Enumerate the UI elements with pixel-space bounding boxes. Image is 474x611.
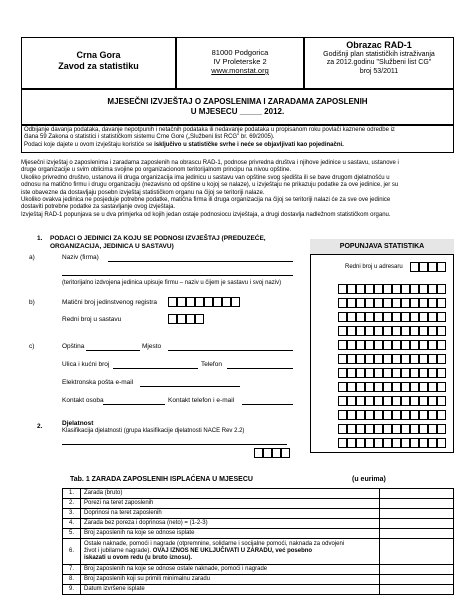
stat-code-cell[interactable] xyxy=(410,354,419,364)
stat-code-cell[interactable] xyxy=(374,382,383,392)
stat-code-cell[interactable] xyxy=(347,340,356,350)
kontakt-label: Kontakt osoba xyxy=(62,397,104,404)
stat-code-cell[interactable] xyxy=(437,298,446,308)
mbr-cell[interactable] xyxy=(195,297,204,307)
mjesto-label: Mjesto xyxy=(142,343,162,350)
djelatnost-cell[interactable] xyxy=(254,448,263,458)
stat-code-cell[interactable] xyxy=(383,368,392,378)
form-line3: broj 53/2011 xyxy=(359,67,399,75)
stat-code-cell[interactable] xyxy=(401,438,410,448)
mbr-cell[interactable] xyxy=(222,297,231,307)
stat-code-cell[interactable] xyxy=(437,312,446,322)
email-input-line[interactable] xyxy=(140,386,240,387)
stat-code-cell[interactable] xyxy=(347,368,356,378)
stat-code-cell[interactable] xyxy=(428,438,437,448)
stat-code-cell[interactable] xyxy=(383,410,392,420)
report-title xyxy=(21,97,454,116)
section1-c-label: c) xyxy=(29,343,35,350)
stat-code-cell[interactable] xyxy=(437,326,446,336)
mbr-sastav-cell[interactable] xyxy=(186,314,195,324)
stat-code-cell[interactable] xyxy=(356,340,365,350)
row-label: Broj zaposlenih koji su primili minimalnu zaradu xyxy=(81,575,380,585)
stat-code-cell[interactable] xyxy=(392,382,401,392)
stat-code-cell[interactable] xyxy=(437,438,446,448)
stat-code-cell[interactable] xyxy=(392,326,401,336)
naziv-input-line[interactable] xyxy=(108,261,293,262)
form-line2: za 2012.godinu "Službeni list CG" xyxy=(326,59,432,66)
stat-code-cell[interactable] xyxy=(419,438,428,448)
stat-code-cell[interactable] xyxy=(374,312,383,322)
stat-code-cell[interactable] xyxy=(428,410,437,420)
stat-code-cell[interactable] xyxy=(338,368,347,378)
table-row xyxy=(63,529,454,539)
mbr-label: Matični broj jedinstvenog registra xyxy=(62,299,158,306)
row6-line2-text: život i jubilarne nagrade). xyxy=(84,548,153,554)
stat-code-cell[interactable] xyxy=(338,312,347,322)
title-line2: U MJESECU _____ 2012. xyxy=(190,106,285,116)
stat-code-cell[interactable] xyxy=(437,354,446,364)
stat-code-cell[interactable] xyxy=(419,284,428,294)
table-row xyxy=(63,489,454,499)
stat-code-cell[interactable] xyxy=(365,410,374,420)
stat-code-cell[interactable] xyxy=(428,312,437,322)
instr-line1: Mjesečni izvještaj o zaposlenima i zaradama zaposlenih na obrascu RAD-1, podnose privredna društva i njihove jedinice u sastavu, ustanove i xyxy=(21,160,399,166)
table-row xyxy=(63,539,454,565)
ulica-input-line[interactable] xyxy=(113,368,198,369)
stat-code-cell[interactable] xyxy=(347,424,356,434)
mbr-cell[interactable] xyxy=(213,297,222,307)
mbr-sastav-cell[interactable] xyxy=(177,314,186,324)
stat-code-cell[interactable] xyxy=(338,340,347,350)
stat-code-cell[interactable] xyxy=(383,298,392,308)
section1-a-label: a) xyxy=(29,254,35,261)
org-line2: Zavod za statistiku xyxy=(58,60,139,71)
stat-code-cell[interactable] xyxy=(356,438,365,448)
stat-code-cell[interactable] xyxy=(365,354,374,364)
stat-code-cell[interactable] xyxy=(428,340,437,350)
stat-code-cell[interactable] xyxy=(338,326,347,336)
stat-code-cell[interactable] xyxy=(392,410,401,420)
stat-code-cell[interactable] xyxy=(374,438,383,448)
row-number: 2. xyxy=(63,499,81,509)
stat-code-cell[interactable] xyxy=(356,410,365,420)
stat-code-cell[interactable] xyxy=(437,410,446,420)
naziv-note: (teritorijalno izdvojena jedinica upisuje firmu – naziv u čijem je sastavu i svoj naziv) xyxy=(62,280,282,286)
stat-code-cell[interactable] xyxy=(401,368,410,378)
stat-code-cell[interactable] xyxy=(410,382,419,392)
stat-code-cell[interactable] xyxy=(419,410,428,420)
form-line1: Godišnji plan statističkih istraživanja xyxy=(323,50,435,58)
stat-code-cell[interactable] xyxy=(356,326,365,336)
stat-code-cell[interactable] xyxy=(410,368,419,378)
instr-line2: druge organizacije u svim oblicima svojine po organizacionom teritorijalnom principu na nivou opštine. xyxy=(21,167,292,174)
section1-title xyxy=(50,235,310,251)
stat-code-cell[interactable] xyxy=(437,382,446,392)
stat-code-cell[interactable] xyxy=(410,298,419,308)
stat-code-cell[interactable] xyxy=(419,340,428,350)
wages-table xyxy=(62,488,454,595)
telefon-input-line[interactable] xyxy=(227,368,293,369)
legal-line3-bold: isključivo u statističke svrhe i neće se objavljivati kao pojedinačni. xyxy=(154,141,344,148)
org-name xyxy=(21,50,176,71)
stat-code-cell[interactable] xyxy=(383,284,392,294)
stat-code-cell[interactable] xyxy=(383,424,392,434)
stat-redni-cell[interactable] xyxy=(419,262,428,272)
row-value-cell[interactable] xyxy=(380,529,454,539)
row-value-cell[interactable] xyxy=(380,565,454,575)
stat-code-cell[interactable] xyxy=(401,312,410,322)
form-title: Obrazac RAD-1 xyxy=(346,40,412,50)
row-value-cell[interactable] xyxy=(380,489,454,499)
stat-code-cell[interactable] xyxy=(437,340,446,350)
stat-code-cell[interactable] xyxy=(428,424,437,434)
stat-code-cell[interactable] xyxy=(383,354,392,364)
stat-code-cell[interactable] xyxy=(347,410,356,420)
legal-notice xyxy=(24,127,452,149)
address-line2: IV Proleterske 2 xyxy=(213,57,267,66)
stat-code-cell[interactable] xyxy=(419,396,428,406)
stat-code-cell[interactable] xyxy=(419,368,428,378)
org-line1: Crna Gora xyxy=(76,50,121,60)
stat-code-cell[interactable] xyxy=(338,424,347,434)
mbr-sastav-cell[interactable] xyxy=(195,314,204,324)
row-value-cell[interactable] xyxy=(380,519,454,529)
stat-code-cell[interactable] xyxy=(401,424,410,434)
naziv-label: Naziv (firma) xyxy=(62,254,99,261)
row-label: Zarada (bruto) xyxy=(81,489,380,499)
stat-code-cell[interactable] xyxy=(374,368,383,378)
address-web-link[interactable]: www.monstat.org xyxy=(211,66,269,75)
legal-line1: Odbijanje davanja podataka, davanje nepotpunih i netačnih podataka ili nedavanje podataka u propisanom roku povlači kaznene odredbe iz xyxy=(24,127,395,133)
stat-code-cell[interactable] xyxy=(374,298,383,308)
opstina-input-line[interactable] xyxy=(86,350,140,351)
instr-line3: Ukoliko privredno društvo, ustanova ili druga organizacija ima jedinicu u sastavu van opštine svog sjedišta ili se bave drugom djelatnošću u xyxy=(21,174,390,181)
row-number: 4. xyxy=(63,519,81,529)
stat-code-cell[interactable] xyxy=(374,410,383,420)
stat-code-cell[interactable] xyxy=(338,354,347,364)
row-label: Doprinosi na teret zaposlenih xyxy=(81,509,380,519)
opstina-label: Opština xyxy=(62,343,85,350)
row-value-cell[interactable] xyxy=(380,585,454,595)
row-value-cell[interactable] xyxy=(380,575,454,585)
stat-code-cell[interactable] xyxy=(437,368,446,378)
stat-code-cell[interactable] xyxy=(374,284,383,294)
row-value-cell[interactable] xyxy=(380,499,454,509)
row-number: 1. xyxy=(63,489,81,499)
section2-note: Klasifikacija djelatnosti (grupa klasifikacije djelatnosti NACE Rev 2.2) xyxy=(62,428,245,434)
row-number: 5. xyxy=(63,529,81,539)
table1-unit: (u eurima) xyxy=(352,476,386,483)
row-label: Porezi na teret zaposlenih xyxy=(81,499,380,509)
row6-line2-bold: OVAJ IZNOS NE UKLJUČIVATI U ZARADU, već posebno xyxy=(152,548,313,554)
stat-code-cell[interactable] xyxy=(356,298,365,308)
row-label: Zarada bez poreza i doprinosa (neto) = (1-2-3) xyxy=(81,519,380,529)
stat-code-cell[interactable] xyxy=(392,424,401,434)
stat-code-cell[interactable] xyxy=(365,340,374,350)
stat-redni-cell[interactable] xyxy=(410,262,419,272)
mbr-sastav-cell[interactable] xyxy=(168,314,177,324)
stat-code-cell[interactable] xyxy=(383,382,392,392)
stat-box-title: POPUNJAVA STATISTIKA xyxy=(310,239,454,255)
instr-line4: odnosu na matično firmu i drugu organizaciju (nezavisno od opštine u kojoj se nalaze), u izvještaju ne prikazuju podatke za ove jedinice, jer su xyxy=(21,182,399,189)
stat-code-cell[interactable] xyxy=(356,396,365,406)
stat-code-cell[interactable] xyxy=(383,326,392,336)
kontakt-input-line[interactable] xyxy=(103,404,165,405)
email-label: Elektronska pošta e-mail xyxy=(62,379,134,386)
stat-code-cell[interactable] xyxy=(401,340,410,350)
table-row xyxy=(63,565,454,575)
stat-code-cell[interactable] xyxy=(356,368,365,378)
section1-b-label: b) xyxy=(29,299,35,306)
ulica-label: Ulica i kućni broj xyxy=(62,361,110,368)
stat-code-cell[interactable] xyxy=(356,354,365,364)
section1-title-l2: ORGANIZACIJA, JEDINICA U SASTAVU) xyxy=(50,243,174,250)
table-row xyxy=(63,499,454,509)
row-number: 9. xyxy=(63,585,81,595)
stat-code-cell[interactable] xyxy=(392,438,401,448)
legal-line2: člana 59 Zakona o statistici i statističkom sistemu Crne Gore („Službeni list RCG" br. 69/2005). xyxy=(24,134,275,141)
mjesto-input-line[interactable] xyxy=(168,350,293,351)
kontakt-tel-input-line[interactable] xyxy=(242,404,293,405)
row-label: Datum izvršene isplate xyxy=(81,585,380,595)
table1-title: Tab. 1 ZARADA ZAPOSLENIH ISPLAĆENA U MJESECU xyxy=(70,476,253,483)
stat-code-cell[interactable] xyxy=(401,298,410,308)
row-label: Broj zaposlenih na koje se odnose isplate xyxy=(81,529,380,539)
stat-code-cell[interactable] xyxy=(347,326,356,336)
stat-code-cell[interactable] xyxy=(410,340,419,350)
row6-line1: Ostale naknade, pomoći i nagrade (otpremnine, solidarne i socijalne pomoći, naknada za odvojeni xyxy=(84,541,345,547)
section2-number: 2. xyxy=(37,423,43,430)
row-number: 3. xyxy=(63,509,81,519)
stat-code-cell[interactable] xyxy=(383,438,392,448)
kontakt-tel-label: Kontakt telefon i e-mail xyxy=(168,397,235,404)
stat-code-cell[interactable] xyxy=(428,354,437,364)
djelatnost-cell[interactable] xyxy=(272,448,281,458)
stat-code-cell[interactable] xyxy=(428,368,437,378)
stat-code-cell[interactable] xyxy=(410,410,419,420)
title-line1: MJESEČNI IZVJEŠTAJ O ZAPOSLENIMA I ZARADAMA ZAPOSLENIH xyxy=(107,97,368,106)
instructions xyxy=(21,160,454,219)
stat-code-cell[interactable] xyxy=(347,438,356,448)
table-row xyxy=(63,585,454,595)
stat-code-cell[interactable] xyxy=(428,396,437,406)
table-row xyxy=(63,519,454,529)
stat-code-cell[interactable] xyxy=(392,368,401,378)
row-label xyxy=(81,539,380,565)
stat-code-cell[interactable] xyxy=(428,326,437,336)
row6-line2 xyxy=(84,548,376,555)
stat-code-cell[interactable] xyxy=(419,312,428,322)
stat-redni-cell[interactable] xyxy=(428,262,437,272)
legal-line3 xyxy=(24,142,452,149)
djelatnost-cell[interactable] xyxy=(263,448,272,458)
stat-code-cell[interactable] xyxy=(410,424,419,434)
instr-line7: dostaviti potrebne podatke za sastavljanje ovog izvještaja. xyxy=(21,204,176,211)
stat-code-cell[interactable] xyxy=(365,424,374,434)
row-number: 8. xyxy=(63,575,81,585)
naziv-input-line-2[interactable] xyxy=(62,275,293,276)
stat-code-cell[interactable] xyxy=(356,424,365,434)
stat-code-cell[interactable] xyxy=(392,312,401,322)
mbr-cell[interactable] xyxy=(168,297,177,307)
stat-code-cell[interactable] xyxy=(419,382,428,392)
stat-code-cell[interactable] xyxy=(428,298,437,308)
mbr-cell[interactable] xyxy=(177,297,186,307)
stat-code-cell[interactable] xyxy=(383,312,392,322)
stat-code-cell[interactable] xyxy=(356,382,365,392)
mbr-sastav-label: Redni broj u sastavu xyxy=(62,316,122,323)
stat-code-cell[interactable] xyxy=(347,284,356,294)
stat-code-cell[interactable] xyxy=(356,312,365,322)
stat-code-cell[interactable] xyxy=(383,396,392,406)
section1-number: 1. xyxy=(37,235,43,242)
stat-code-cell[interactable] xyxy=(392,354,401,364)
form-info xyxy=(304,40,454,76)
instr-line6: Ukoliko ovakva jedinica ne posjeduje potrebne podatke, matična firma ili druga organizacija na čijoj se teritoriji nalazi će za sve ove jedinice xyxy=(21,197,391,204)
stat-code-cell[interactable] xyxy=(365,396,374,406)
legal-line3-text: Podaci koje dajete u ovom izvještaju koristiće se xyxy=(24,141,155,148)
stat-code-cell[interactable] xyxy=(338,284,347,294)
stat-code-cell[interactable] xyxy=(365,438,374,448)
address xyxy=(176,48,304,75)
stat-code-cell[interactable] xyxy=(374,340,383,350)
stat-code-cell[interactable] xyxy=(437,396,446,406)
stat-code-cell[interactable] xyxy=(383,340,392,350)
stat-code-cell[interactable] xyxy=(374,424,383,434)
stat-code-cell[interactable] xyxy=(347,354,356,364)
stat-code-cell[interactable] xyxy=(419,298,428,308)
stat-code-cell[interactable] xyxy=(419,424,428,434)
stat-code-cell[interactable] xyxy=(392,396,401,406)
stat-code-cell[interactable] xyxy=(374,326,383,336)
stat-code-cell[interactable] xyxy=(365,312,374,322)
stat-code-cell[interactable] xyxy=(401,284,410,294)
stat-code-cell[interactable] xyxy=(410,326,419,336)
section2-title: Djelatnost xyxy=(62,420,94,427)
address-line1: 81000 Podgorica xyxy=(211,48,269,57)
row-value-cell[interactable] xyxy=(380,539,454,565)
mbr-cell[interactable] xyxy=(186,297,195,307)
table-row xyxy=(63,509,454,519)
stat-code-cell[interactable] xyxy=(374,354,383,364)
stat-code-cell[interactable] xyxy=(401,410,410,420)
stat-code-cell[interactable] xyxy=(419,354,428,364)
stat-code-cell[interactable] xyxy=(392,284,401,294)
stat-code-cell[interactable] xyxy=(374,396,383,406)
instr-line5: iste obavezne da dostavljaju posebn izvještaj statističkom organu na čijoj se teritoriji nalaze. xyxy=(21,189,265,196)
stat-code-cell[interactable] xyxy=(338,298,347,308)
stat-code-cell[interactable] xyxy=(365,368,374,378)
row-value-cell[interactable] xyxy=(380,509,454,519)
stat-code-cell[interactable] xyxy=(347,312,356,322)
stat-code-cell[interactable] xyxy=(437,284,446,294)
djelatnost-cell[interactable] xyxy=(281,448,290,458)
stat-code-cell[interactable] xyxy=(365,284,374,294)
stat-code-cell[interactable] xyxy=(410,396,419,406)
section1-title-l1: PODACI O JEDINICI ZA KOJU SE PODNOSI IZVJEŠTAJ (PREDUZEĆE, xyxy=(50,235,266,242)
telefon-label: Telefon xyxy=(201,361,222,368)
stat-code-cell[interactable] xyxy=(338,438,347,448)
row-number: 7. xyxy=(63,565,81,575)
stat-code-cell[interactable] xyxy=(338,382,347,392)
stat-code-cell[interactable] xyxy=(338,396,347,406)
stat-code-cell[interactable] xyxy=(365,382,374,392)
instr-line8: Izvještaj RAD-1 popunjava se u dva primjerka od kojih jedan ostaje podnosiocu izvještaja, a drugi dostavlja nadležnom statističkom organu. xyxy=(21,211,391,218)
stat-redni-cell[interactable] xyxy=(437,262,446,272)
stat-code-cell[interactable] xyxy=(347,298,356,308)
table-row xyxy=(63,575,454,585)
stat-code-cell[interactable] xyxy=(428,382,437,392)
stat-code-cell[interactable] xyxy=(365,326,374,336)
stat-code-cell[interactable] xyxy=(428,284,437,294)
stat-code-cell[interactable] xyxy=(347,396,356,406)
stat-code-cell[interactable] xyxy=(401,326,410,336)
stat-code-cell[interactable] xyxy=(401,354,410,364)
stat-code-cell[interactable] xyxy=(410,284,419,294)
stat-code-cell[interactable] xyxy=(401,382,410,392)
stat-code-cell[interactable] xyxy=(401,396,410,406)
stat-code-cell[interactable] xyxy=(392,298,401,308)
stat-code-cell[interactable] xyxy=(365,298,374,308)
row6-line3: iskazati u ovom redu (u bruto iznosu). xyxy=(84,555,193,561)
stat-code-cell[interactable] xyxy=(392,340,401,350)
mbr-cell[interactable] xyxy=(204,297,213,307)
djelatnost-input-line[interactable] xyxy=(62,444,287,445)
stat-code-cell[interactable] xyxy=(419,326,428,336)
stat-code-cell[interactable] xyxy=(437,424,446,434)
stat-code-cell[interactable] xyxy=(356,284,365,294)
stat-code-cell[interactable] xyxy=(338,410,347,420)
row-label: Broj zaposlenih na koje se odnose ostale naknade, pomoći i nagrade xyxy=(81,565,380,575)
row-number: 6. xyxy=(63,539,81,565)
stat-code-cell[interactable] xyxy=(410,312,419,322)
mbr-cell[interactable] xyxy=(231,297,240,307)
stat-redni-label: Redni broj u adresaru xyxy=(345,264,403,270)
stat-code-cell[interactable] xyxy=(410,438,419,448)
stat-code-cell[interactable] xyxy=(347,382,356,392)
